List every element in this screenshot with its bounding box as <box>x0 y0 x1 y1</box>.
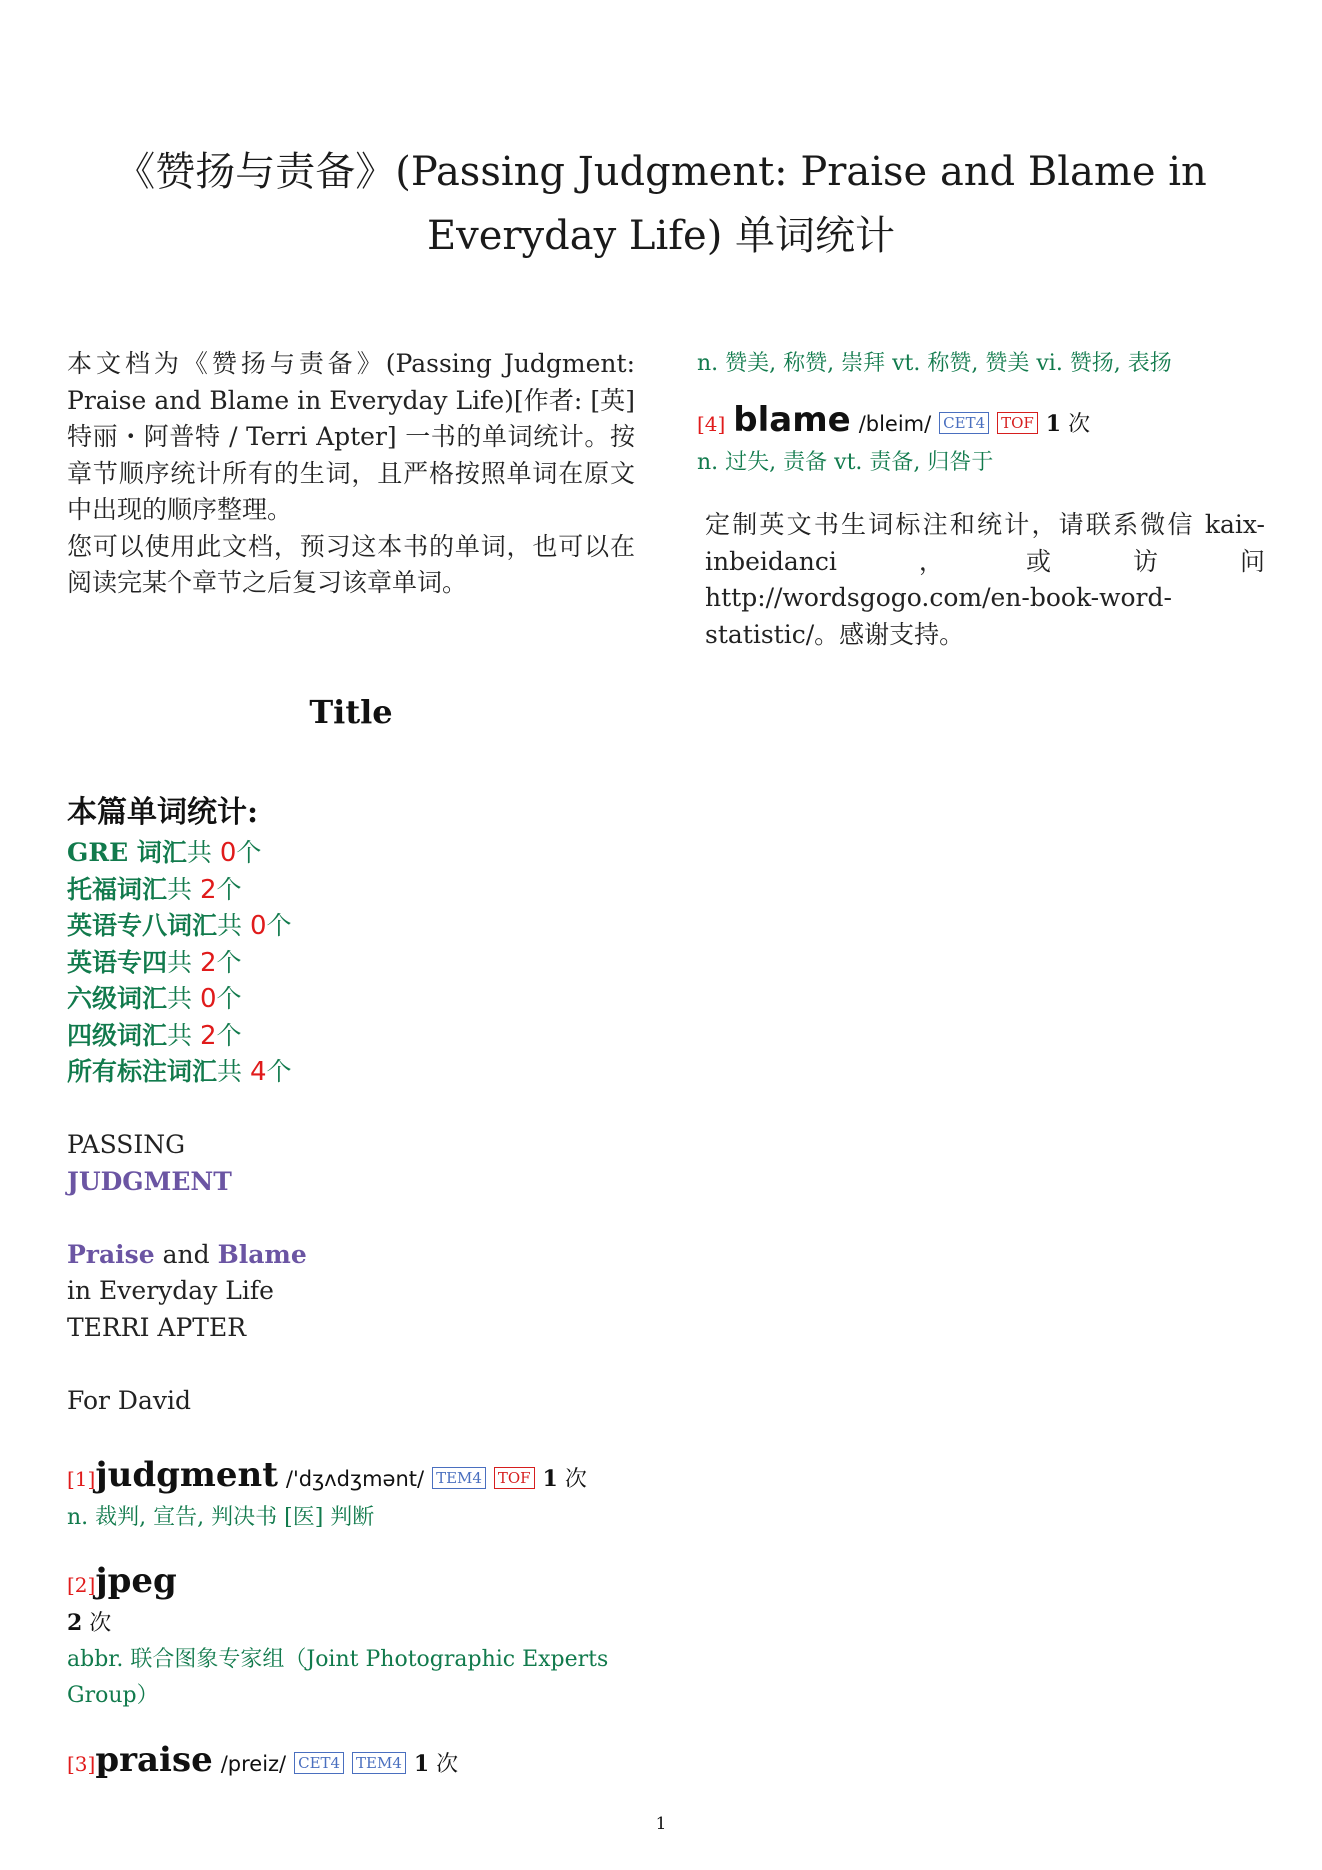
entry-index: [1] <box>67 1467 96 1491</box>
stat-unit: 个 <box>216 874 242 904</box>
stat-unit: 个 <box>266 1057 292 1086</box>
stat-unit: 个 <box>236 838 262 867</box>
page-title: 《赞扬与责备》(Passing Judgment: Praise and Blame in Everyday Life) 单词统计 <box>115 149 1207 259</box>
stat-suffix: 共 <box>167 947 200 977</box>
word-entry <box>67 1740 635 1785</box>
word-entry <box>697 400 1265 481</box>
entry-count <box>67 1605 635 1642</box>
stat-suffix: 共 <box>217 1057 250 1086</box>
stat-count: 4 <box>249 1057 267 1087</box>
entry-count-value: 1 <box>1045 411 1062 437</box>
stat-row <box>67 945 635 982</box>
entry-phonetic: /'dʒʌdʒmənt/ <box>285 1467 425 1491</box>
entry-word: praise <box>95 1740 213 1780</box>
stat-count: 0 <box>199 984 217 1014</box>
entry-count-unit: 次 <box>429 1752 459 1777</box>
promo-text: 定制英文书生词标注和统计，请联系微信 kaix-inbeidanci，或访问 http://wordsgogo.com/en-book-word-statistic/。感谢支持。 <box>705 510 1265 649</box>
book-title-block <box>67 1127 635 1419</box>
book-line-judgment: JUDGMENT <box>67 1166 232 1196</box>
entry-head <box>697 400 1265 445</box>
entry-index: [2] <box>67 1573 96 1597</box>
stat-row <box>67 1018 635 1055</box>
stats-title: 本篇单词统计: <box>67 795 259 830</box>
stat-suffix: 共 <box>167 1020 200 1050</box>
stat-count: 2 <box>199 874 217 905</box>
stat-suffix: 共 <box>167 984 200 1013</box>
stat-suffix: 共 <box>186 838 220 867</box>
stat-unit: 个 <box>266 911 292 940</box>
stat-row <box>67 908 635 945</box>
stat-row <box>67 981 635 1018</box>
stat-count: 0 <box>219 838 237 868</box>
stat-count: 2 <box>199 947 217 978</box>
highlight-praise: Praise <box>67 1239 155 1269</box>
word-stats <box>67 793 635 1091</box>
intro <box>67 346 635 602</box>
entry-definition: n. 赞美, 称赞, 崇拜 vt. 称赞, 赞美 vi. 赞扬, 表扬 <box>697 351 1172 376</box>
stat-unit: 个 <box>216 947 242 977</box>
entry-index: [4] <box>697 412 726 436</box>
entry-count <box>543 1467 587 1492</box>
entry-word: judgment <box>95 1455 278 1495</box>
stat-label: 四级词汇 <box>67 1020 168 1050</box>
entry-head <box>67 1561 635 1605</box>
intro-paragraph: 您可以使用此文档，预习这本书的单词，也可以在阅读完某个章节之后复习该章单词。 <box>67 531 635 597</box>
entry-count-unit: 次 <box>1061 412 1091 437</box>
entry-head <box>67 1740 635 1785</box>
entry-tag: TOF <box>997 412 1038 434</box>
intro-paragraph: 本文档为《赞扬与责备》(Passing Judgment: Praise and Blame in Everyday Life)[作者: [英]特丽・阿普特 / Terri Apter] 一书的单词统计。按章节顺序统计所有的生词，且严格按照单词在原文中出现的顺序整理。 <box>67 349 635 524</box>
stat-label: 所有标注词汇 <box>67 1057 218 1086</box>
entry-count <box>1046 412 1090 437</box>
word-entry <box>67 1455 635 1536</box>
stat-count: 0 <box>249 911 267 941</box>
stat-label: 托福词汇 <box>67 874 168 904</box>
stat-unit: 个 <box>216 984 242 1013</box>
entry-definition: n. 裁判, 宣告, 判决书 [医] 判断 <box>67 1505 375 1530</box>
stat-count: 2 <box>199 1020 217 1051</box>
entry-tag: TEM4 <box>352 1752 406 1774</box>
book-line-author: TERRI APTER <box>67 1312 247 1342</box>
section-heading: Title <box>309 693 393 731</box>
entry-phonetic: /preiz/ <box>220 1752 287 1776</box>
stat-label: 六级词汇 <box>67 984 168 1013</box>
book-line-everyday: in Everyday Life <box>67 1276 274 1305</box>
entry-phonetic: /bleim/ <box>858 412 932 436</box>
entry-count-value: 1 <box>542 1466 558 1492</box>
entry-count <box>414 1752 458 1777</box>
entry-count-value: 2 <box>67 1610 83 1636</box>
subtitle-and: and <box>154 1239 218 1269</box>
entry-count-unit: 次 <box>82 1611 112 1636</box>
stat-suffix: 共 <box>167 874 200 904</box>
stat-label: 英语专四 <box>67 947 168 977</box>
word-entry <box>67 1561 635 1714</box>
book-line-passing: PASSING <box>67 1130 186 1159</box>
stat-row <box>67 1054 635 1091</box>
entry-definition: abbr. 联合图象专家组（Joint Photographic Experts Group） <box>67 1647 609 1708</box>
entry-index: [3] <box>67 1752 96 1776</box>
page-number: 1 <box>655 1814 667 1834</box>
stat-unit: 个 <box>216 1020 242 1050</box>
highlight-blame: Blame <box>217 1239 307 1269</box>
stat-suffix: 共 <box>217 911 250 940</box>
entry-count-value: 1 <box>413 1751 430 1777</box>
stat-label: GRE 词汇 <box>67 838 187 867</box>
entry-count-unit: 次 <box>557 1467 587 1492</box>
stat-label: 英语专八词汇 <box>67 911 218 940</box>
entry-tag: CET4 <box>939 412 989 434</box>
stat-row <box>67 872 635 909</box>
entry-tag: CET4 <box>294 1752 344 1774</box>
entry-tag: TEM4 <box>432 1467 486 1489</box>
book-line-subtitle <box>67 1237 635 1274</box>
entry-tag: TOF <box>494 1467 535 1489</box>
stat-row <box>67 835 635 872</box>
book-line-dedication: For David <box>67 1385 191 1415</box>
entry-definition: n. 过失, 责备 vt. 责备, 归咎于 <box>697 450 994 475</box>
right-column <box>697 346 1265 653</box>
entry-word: jpeg <box>95 1561 177 1601</box>
entry-head <box>67 1455 635 1500</box>
entry-word: blame <box>733 400 851 440</box>
